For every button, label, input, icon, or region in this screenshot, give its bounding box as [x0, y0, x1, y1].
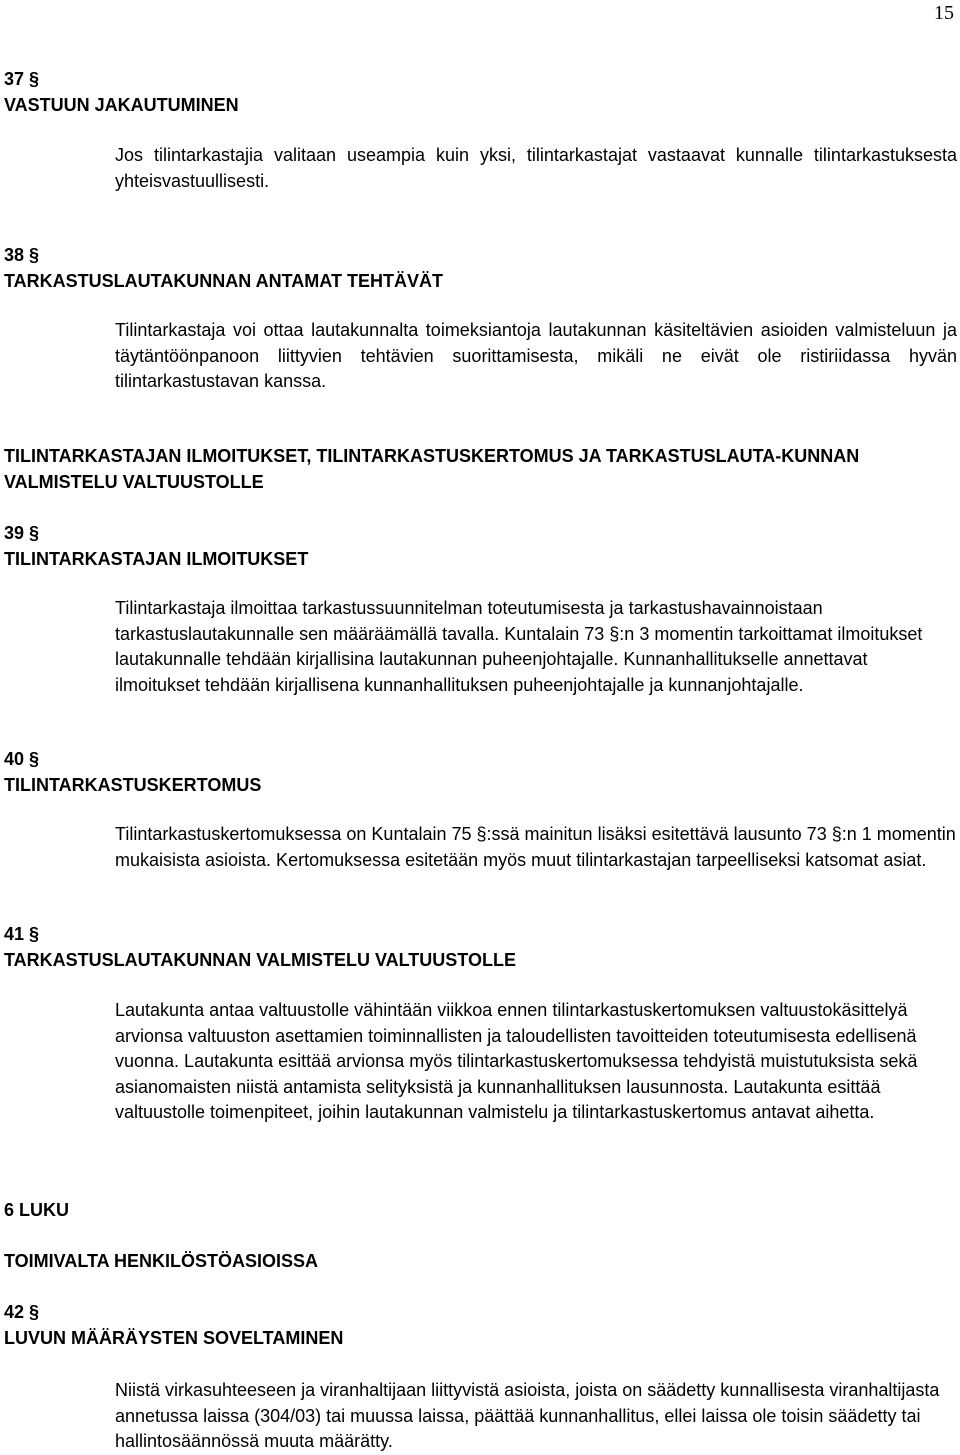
section-title: TILINTARKASTUSKERTOMUS	[4, 775, 262, 795]
section-40-paragraph: Tilintarkastuskertomuksessa on Kuntalain 75 §:ssä mainitun lisäksi esitettävä lausunto 73 §:n 1 momentin mukaisista asioista. Kertomuksessa esitetään myös muut tilintarkastajan tarpeelliseksi katsomat asiat.	[115, 824, 956, 870]
section-38-heading	[4, 242, 954, 294]
section-number: 37 §	[4, 69, 40, 89]
section-number: 39 §	[4, 523, 40, 543]
section-number: 41 §	[4, 924, 40, 944]
section-41-paragraph: Lautakunta antaa valtuustolle vähintään viikkoa ennen tilintarkastuskertomuksen valtuustokäsittelyä arvionsa valtuuston asettamien toiminnallisten ja taloudellisten tavoitteiden toteutumisesta edellisenä vuonna. Lautakunta esittää arvionsa myös tilintarkastuskertomuksessa tehdyistä muistutuksista sekä asianomaisten niistä antamista selityksistä ja kunnanhallituksen lausunnosta. Lautakunta esittää valtuustolle toimenpiteet, joihin lautakunnan valmistelu ja tilintarkastuskertomus antavat aihetta.	[115, 1000, 918, 1122]
chapter-heading	[4, 443, 954, 495]
chapter-6-title	[4, 1248, 954, 1274]
section-37-heading	[4, 66, 954, 118]
section-39-paragraph: Tilintarkastaja ilmoittaa tarkastussuunnitelman toteutumisesta ja tarkastushavainnoistaan tarkastuslautakunnalle sen määräämällä tavalla. Kuntalain 73 §:n 3 momentin tarkoittamat ilmoitukset lautakunnalle tehdään kirjallisina lautakunnan puheenjohtajalle. Kunnanhallitukselle annettavat ilmoitukset tehdään kirjallisena kunnanhallituksen puheenjohtajalle ja kunnanjohtajalle.	[115, 598, 923, 695]
section-42-paragraph: Niistä virkasuhteeseen ja viranhaltijaan liittyvistä asioista, joista on säädetty kunnallisesta viranhaltijasta annetussa laissa (304/03) tai muussa laissa, päättää kunnanhallitus, ellei laissa ole toisin säädetty tai hallintosäännössä muuta määrätty.	[115, 1380, 940, 1451]
section-title: LUVUN MÄÄRÄYSTEN SOVELTAMINEN	[4, 1328, 344, 1348]
section-38-paragraph: Tilintarkastaja voi ottaa lautakunnalta toimeksiantoja lautakunnan käsiteltävien asioiden valmisteluun ja täytäntöönpanoon liittyvien tehtävien suorittamisesta, mikäli ne eivät ole ristiriidassa hyvän tilintarkastustavan kanssa.	[115, 320, 957, 391]
chapter-number: 6 LUKU	[4, 1200, 70, 1220]
section-37-paragraph: Jos tilintarkastajia valitaan useampia kuin yksi, tilintarkastajat vastaavat kunnalle tilintarkastuksesta yhteisvastuullisesti.	[115, 145, 957, 191]
section-title: TARKASTUSLAUTAKUNNAN ANTAMAT TEHTÄVÄT	[4, 271, 443, 291]
chapter-heading-title: TILINTARKASTAJAN ILMOITUKSET, TILINTARKASTUSKERTOMUS JA TARKASTUSLAUTA-KUNNAN VALMISTELU VALTUUSTOLLE	[4, 446, 860, 492]
section-number: 42 §	[4, 1302, 40, 1322]
section-title: VASTUUN JAKAUTUMINEN	[4, 95, 239, 115]
chapter-6-number	[4, 1197, 954, 1223]
section-title: TARKASTUSLAUTAKUNNAN VALMISTELU VALTUUSTOLLE	[4, 950, 516, 970]
section-title: TILINTARKASTAJAN ILMOITUKSET	[4, 549, 309, 569]
page-number: 15	[934, 2, 954, 24]
chapter-title: TOIMIVALTA HENKILÖSTÖASIOISSA	[4, 1251, 319, 1271]
section-39-heading	[4, 520, 954, 572]
section-42-heading	[4, 1299, 954, 1351]
section-number: 40 §	[4, 749, 40, 769]
section-number: 38 §	[4, 245, 40, 265]
section-41-heading	[4, 921, 954, 973]
section-40-heading	[4, 746, 954, 798]
